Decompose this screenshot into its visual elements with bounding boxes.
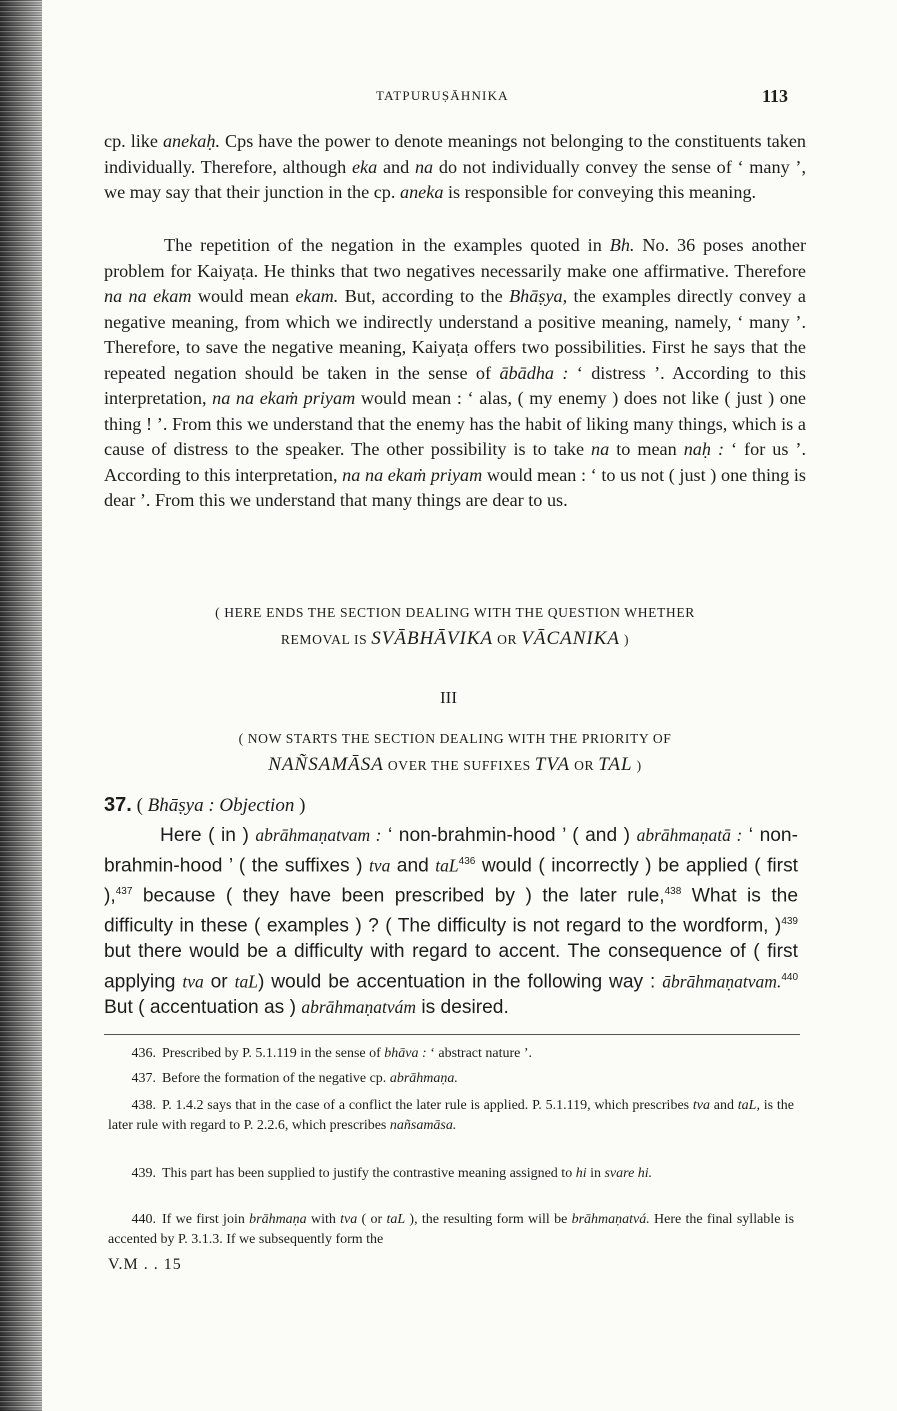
footnote-436: 436. Prescribed by P. 5.1.119 in the sense of bhāva : ‘ abstract nature ’. [131, 1046, 533, 1061]
footnote-divider [104, 1034, 800, 1035]
footnote-ref: 439 [781, 916, 798, 928]
footnote-ref: 438 [664, 885, 682, 897]
running-head-title: TATPURUṢĀHNIKA [376, 88, 509, 103]
footnote-440: 440. If we first join brāhmaṇa with tva ( or taL ), the resulting form will be brāhmaṇatvá. Here the final syllable is accented by P. 3.1.3. If we subsequently form the [108, 1212, 795, 1247]
footnote-ref: 436 [458, 855, 476, 867]
footnote-439: 439. This part has been supplied to justify the contrastive meaning assigned to hi in svare hi. [131, 1166, 653, 1181]
printer-signature: V.M . . 15 [108, 1256, 182, 1273]
section-start-heading: ( NOW STARTS THE SECTION DEALING WITH THE PRIORITY OF NAÑSAMĀSA OVER THE SUFFIXES TVA OR TAL ) [238, 731, 672, 775]
section-number: III [440, 688, 457, 707]
paragraph-2: The repetition of the negation in the examples quoted in Bh. No. 36 poses another problem for Kaiyaṭa. He thinks that two negatives necessarily make one affirmative. Therefore na na ekam would mean ekam. But, according to the Bhāṣya, the examples directly convey a negative meaning, from which we indirectly understand a positive meaning, namely, ‘ many ’. Therefore, to save the negative meaning, Kaiyaṭa offers two possibilities. First he says that the repeated negation should be taken in the sense of ābādha : ‘ distress ’. According to this interpretation, na na ekaṁ priyam would mean : ‘ alas, ( my enemy ) does not like ( just ) one thing ! ’. From this we understand that the enemy has the habit of liking many things, which is a cause of distress to the speaker. The other possibility is to take na to mean naḥ : ‘ for us ’. According to this interpretation, na na ekaṁ priyam would mean : ‘ to us not ( just ) one thing is dear ’. From this we understand that many things are dear to us. [104, 235, 807, 510]
entry-37-text: Here ( in ) abrāhmaṇatvam : ‘ non-brahmin-hood ’ ( and ) abrāhmaṇatā : ‘ non-brahmin-hood ’ ( the suffixes ) tva and taL$^{436}$ would ( incorrectly ) be applied ( first ),$^{437}$ because ( they have been prescribed by ) the later rule,$^{438}$ What is the difficulty in these ( examples ) ? ( The difficulty is not regard to the wordform, )$^{439}$ but there would be a difficulty with regard to accent. The consequence of ( first applying tva or taL) would be accentuation in the following way : ābrāhmaṇatvam.$^{440}$ But ( accentuation as ) abrāhmaṇatvám is desired. [104, 825, 799, 1019]
page-number: 113 [762, 86, 789, 106]
entry-37-heading: 37. ( Bhāṣya : Objection ) [104, 794, 306, 816]
footnote-ref: 437 [115, 885, 133, 897]
entry-label: Bhāṣya : Objection [147, 795, 295, 816]
footnote-437: 437. Before the formation of the negative cp. abrāhmaṇa. [131, 1071, 458, 1086]
footnote-438: 438. P. 1.4.2 says that in the case of a conflict the later rule is applied. P. 5.1.119, which prescribes tva and taL, is the later rule with regard to P. 2.2.6, which prescribes nañsamāsa. [108, 1098, 794, 1133]
entry-number: 37. [104, 794, 132, 816]
footnote-ref: 440 [781, 972, 799, 984]
paragraph-1: cp. like anekaḥ. Cps have the power to denote meanings not belonging to the constituents taken individually. Therefore, although eka and na do not individually convey the sense of ‘ many ’, we may say that their junction in the cp. aneka is responsible for conveying this meaning. [104, 131, 806, 202]
section-end-heading: ( HERE ENDS THE SECTION DEALING WITH THE QUESTION WHETHER REMOVAL IS SVĀBHĀVIKA OR VĀCANIKA ) [215, 605, 695, 649]
